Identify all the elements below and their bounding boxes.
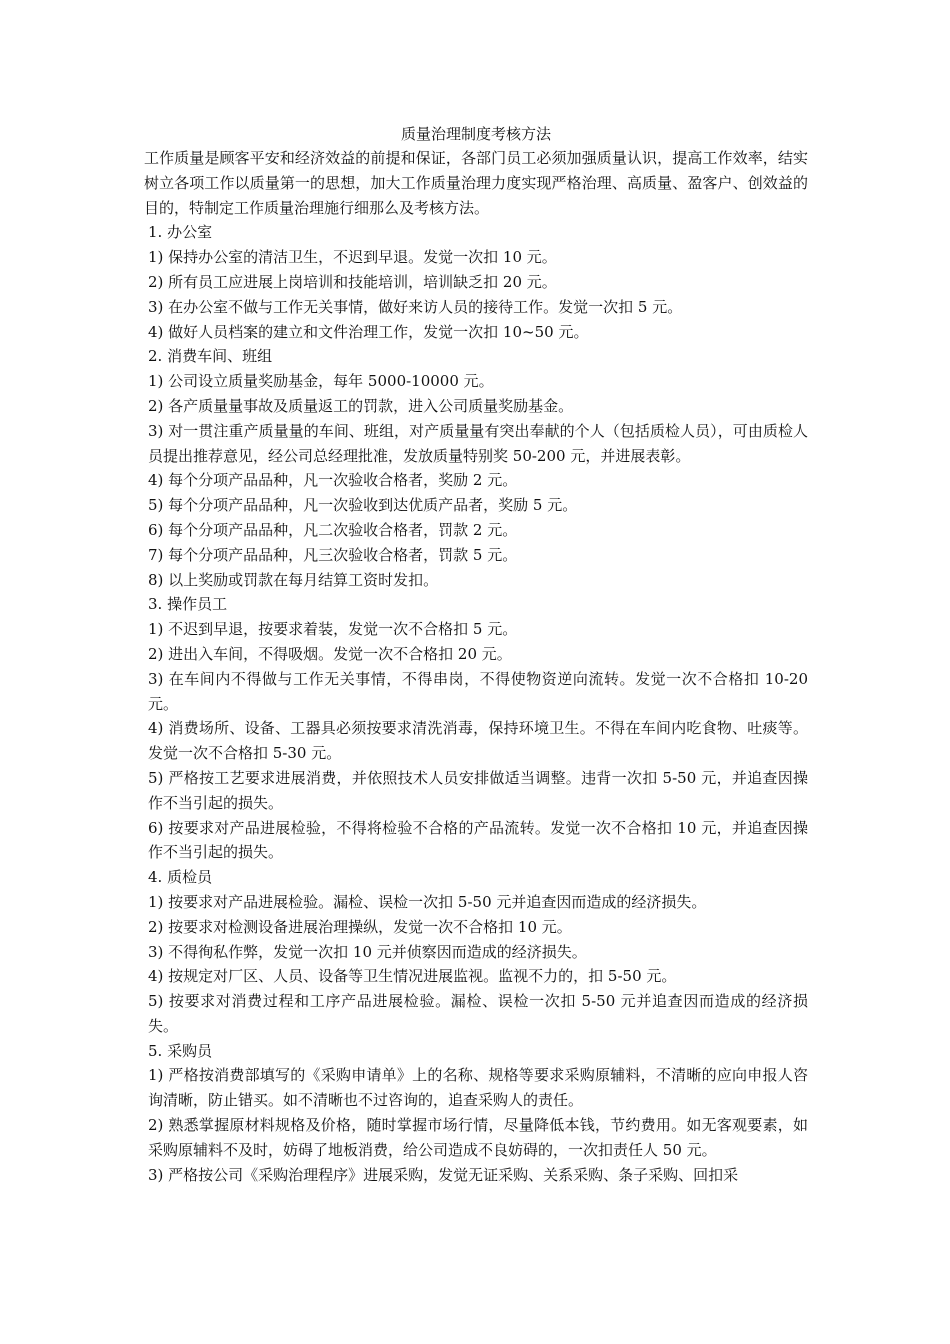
document-paragraph: 3) 严格按公司《采购治理程序》进展采购，发觉无证采购、关系采购、条子采购、回扣采 bbox=[148, 1165, 739, 1184]
document-paragraph: 5) 按要求对消费过程和工序产品进展检验。漏检、误检一次扣 5-50 元并追查因而造成的经济损失。 bbox=[148, 992, 808, 1035]
document-paragraph: 8) 以上奖励或罚款在每月结算工资时发扣。 bbox=[148, 570, 439, 589]
document-paragraph: 1) 公司设立质量奖励基金，每年 5000-10000 元。 bbox=[148, 372, 494, 391]
document-paragraph: 3) 在车间内不得做与工作无关事情，不得串岗，不得使物资逆向流转。发觉一次不合格扣 10-20 元。 bbox=[148, 669, 808, 713]
document-paragraph: 3) 在办公室不做与工作无关事情，做好来访人员的接待工作。发觉一次扣 5 元。 bbox=[148, 297, 683, 316]
document-paragraph: 6) 每个分项产品品种，凡二次验收合格者，罚款 2 元。 bbox=[148, 520, 518, 539]
document-paragraph: 2) 熟悉掌握原材料规格及价格，随时掌握市场行情，尽量降低本钱，节约费用。如无客观要素，如采购原辅料不及时，妨碍了地板消费，给公司造成不良妨碍的，一次扣责任人 50 元。 bbox=[148, 1116, 808, 1159]
document-paragraph: 1) 按要求对产品进展检验。漏检、误检一次扣 5-50 元并追查因而造成的经济损失。 bbox=[148, 892, 707, 911]
document-paragraph: 4) 消费场所、设备、工器具必须按要求清洗消毒，保持环境卫生。不得在车间内吃食物、吐痰等。发觉一次不合格扣 5-30 元。 bbox=[148, 719, 808, 763]
document-title: 质量治理制度考核方法 bbox=[400, 125, 551, 143]
document-paragraph: 1) 严格按消费部填写的《采购申请单》上的名称、规格等要求采购原辅料，不清晰的应向申报人咨询清晰，防止错买。如不清晰也不过咨询的，追查采购人的责任。 bbox=[148, 1066, 808, 1110]
document-paragraph: 5) 每个分项产品品种，凡一次验收到达优质产品者，奖励 5 元。 bbox=[148, 496, 578, 515]
document-paragraph: 5. 采购员 bbox=[148, 1041, 213, 1060]
document-paragraph: 2) 所有员工应进展上岗培训和技能培训，培训缺乏扣 20 元。 bbox=[148, 272, 557, 291]
document-paragraph: 4) 做好人员档案的建立和文件治理工作，发觉一次扣 10~50 元。 bbox=[148, 322, 589, 341]
document-body bbox=[144, 146, 808, 1187]
document-paragraph: 4) 按规定对厂区、人员、设备等卫生情况进展监视。监视不力的，扣 5-50 元。 bbox=[148, 967, 677, 986]
document-paragraph: 2) 按要求对检测设备进展治理操纵，发觉一次不合格扣 10 元。 bbox=[148, 917, 572, 936]
document-paragraph: 6) 按要求对产品进展检验，不得将检验不合格的产品流转。发觉一次不合格扣 10 元，并追查因操作不当引起的损失。 bbox=[148, 818, 808, 862]
document-paragraph: 2) 各产质量量事故及质量返工的罚款，进入公司质量奖励基金。 bbox=[148, 396, 574, 415]
document-paragraph: 1. 办公室 bbox=[148, 223, 213, 242]
document-paragraph: 2. 消费车间、班组 bbox=[148, 347, 273, 366]
document-paragraph: 1) 保持办公室的清洁卫生，不迟到早退。发觉一次扣 10 元。 bbox=[148, 248, 557, 267]
document-paragraph: 3) 不得徇私作弊，发觉一次扣 10 元并侦察因而造成的经济损失。 bbox=[148, 942, 587, 961]
intro-paragraph: 工作质量是顾客平安和经济效益的前提和保证，各部门员工必须加强质量认识，提高工作效率，结实树立各项工作以质量第一的思想，加大工作质量治理力度实现严格治理、高质量、盈客户、创效益的目的，特制定工作质量治理施行细那么及考核方法。 bbox=[144, 149, 808, 217]
document-paragraph: 5) 严格按工艺要求进展消费，并依照技术人员安排做适当调整。违背一次扣 5-50 元，并追查因操作不当引起的损失。 bbox=[148, 768, 808, 812]
document-paragraph: 7) 每个分项产品品种，凡三次验收合格者，罚款 5 元。 bbox=[148, 545, 518, 564]
document-paragraph: 1) 不迟到早退，按要求着装，发觉一次不合格扣 5 元。 bbox=[148, 620, 518, 639]
document-paragraph: 2) 进出入车间，不得吸烟。发觉一次不合格扣 20 元。 bbox=[148, 644, 512, 663]
document-paragraph: 3. 操作员工 bbox=[148, 595, 228, 614]
document-paragraph: 4. 质检员 bbox=[148, 868, 213, 887]
document-paragraph: 3) 对一贯注重产质量量的车间、班组，对产质量量有突出奉献的个人（包括质检人员），可由质检人员提出推荐意见，经公司总经理批准，发放质量特别奖 50-200 元，并进展表彰。 bbox=[148, 421, 808, 465]
document-paragraph: 4) 每个分项产品品种，凡一次验收合格者，奖励 2 元。 bbox=[148, 471, 518, 490]
document-page bbox=[144, 122, 808, 1187]
